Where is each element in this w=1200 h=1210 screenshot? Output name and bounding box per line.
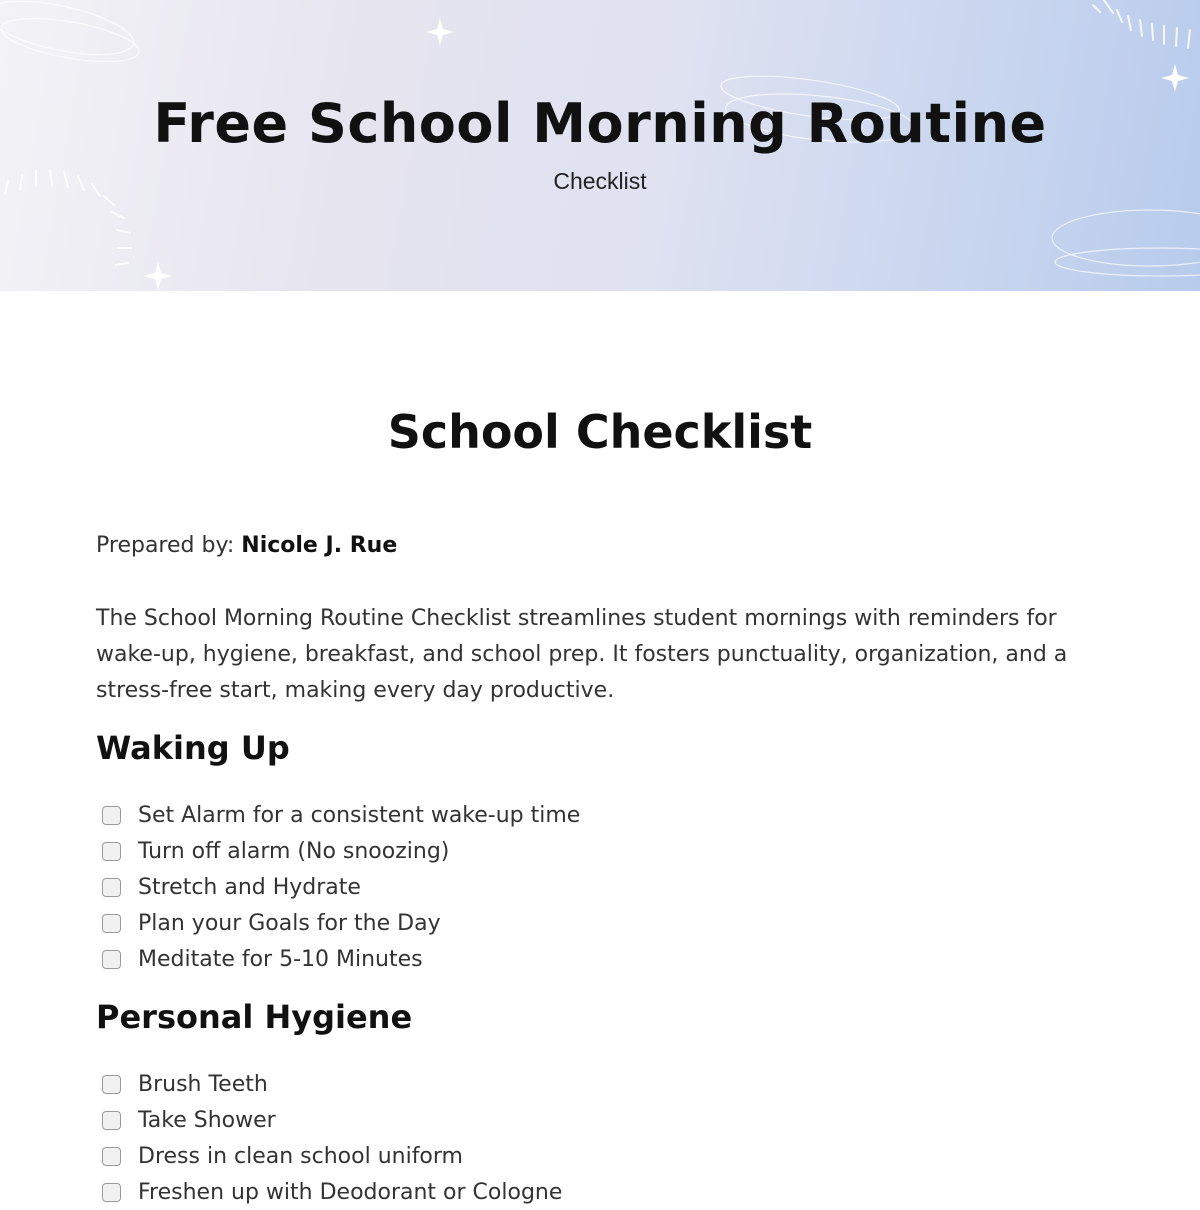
list-item-label: Dress in clean school uniform: [138, 1143, 463, 1169]
list-item-label: Turn off alarm (No snoozing): [138, 838, 450, 864]
checkbox[interactable]: [102, 1111, 121, 1130]
checkbox[interactable]: [102, 1183, 121, 1202]
list-item-label: Freshen up with Deodorant or Cologne: [138, 1179, 563, 1205]
list-item-label: Brush Teeth: [138, 1071, 268, 1097]
document-title: School Checklist: [387, 405, 813, 459]
list-item: [96, 941, 580, 977]
list-item: [96, 1174, 562, 1210]
list-item: [96, 797, 580, 833]
list-item-label: Take Shower: [138, 1107, 276, 1133]
checkbox[interactable]: [102, 914, 121, 933]
checkbox[interactable]: [102, 806, 121, 825]
intro-paragraph: The School Morning Routine Checklist streamlines student mornings with reminders for wake-up, hygiene, breakfast, and school prep. It fosters punctuality, organization, and a stress-free start, making every day productive.: [96, 606, 1068, 703]
prepared-by-name: Nicole J. Rue: [241, 533, 398, 558]
list-item-label: Meditate for 5-10 Minutes: [138, 946, 423, 972]
list-item-label: Stretch and Hydrate: [138, 874, 361, 900]
list-item-label: Set Alarm for a consistent wake-up time: [138, 802, 581, 828]
list-item: [96, 833, 580, 869]
list-item: [96, 1138, 562, 1174]
checkbox[interactable]: [102, 1075, 121, 1094]
checkbox[interactable]: [102, 878, 121, 897]
banner-subtitle: Checklist: [553, 168, 647, 194]
checkbox[interactable]: [102, 842, 121, 861]
header-banner: [0, 0, 1200, 291]
list-item: [96, 1102, 562, 1138]
checkbox[interactable]: [102, 1147, 121, 1166]
prepared-by: [96, 533, 397, 558]
checklist-waking-up: [96, 797, 580, 977]
section-heading-personal-hygiene: Personal Hygiene: [96, 998, 413, 1036]
prepared-by-label: Prepared by:: [96, 533, 235, 558]
list-item-label: Plan your Goals for the Day: [138, 910, 441, 936]
list-item: [96, 869, 580, 905]
banner-title: Free School Morning Routine: [153, 92, 1047, 155]
checklist-personal-hygiene: [96, 1066, 562, 1210]
list-item: [96, 905, 580, 941]
checkbox[interactable]: [102, 950, 121, 969]
list-item: [96, 1066, 562, 1102]
section-heading-waking-up: Waking Up: [96, 729, 290, 767]
